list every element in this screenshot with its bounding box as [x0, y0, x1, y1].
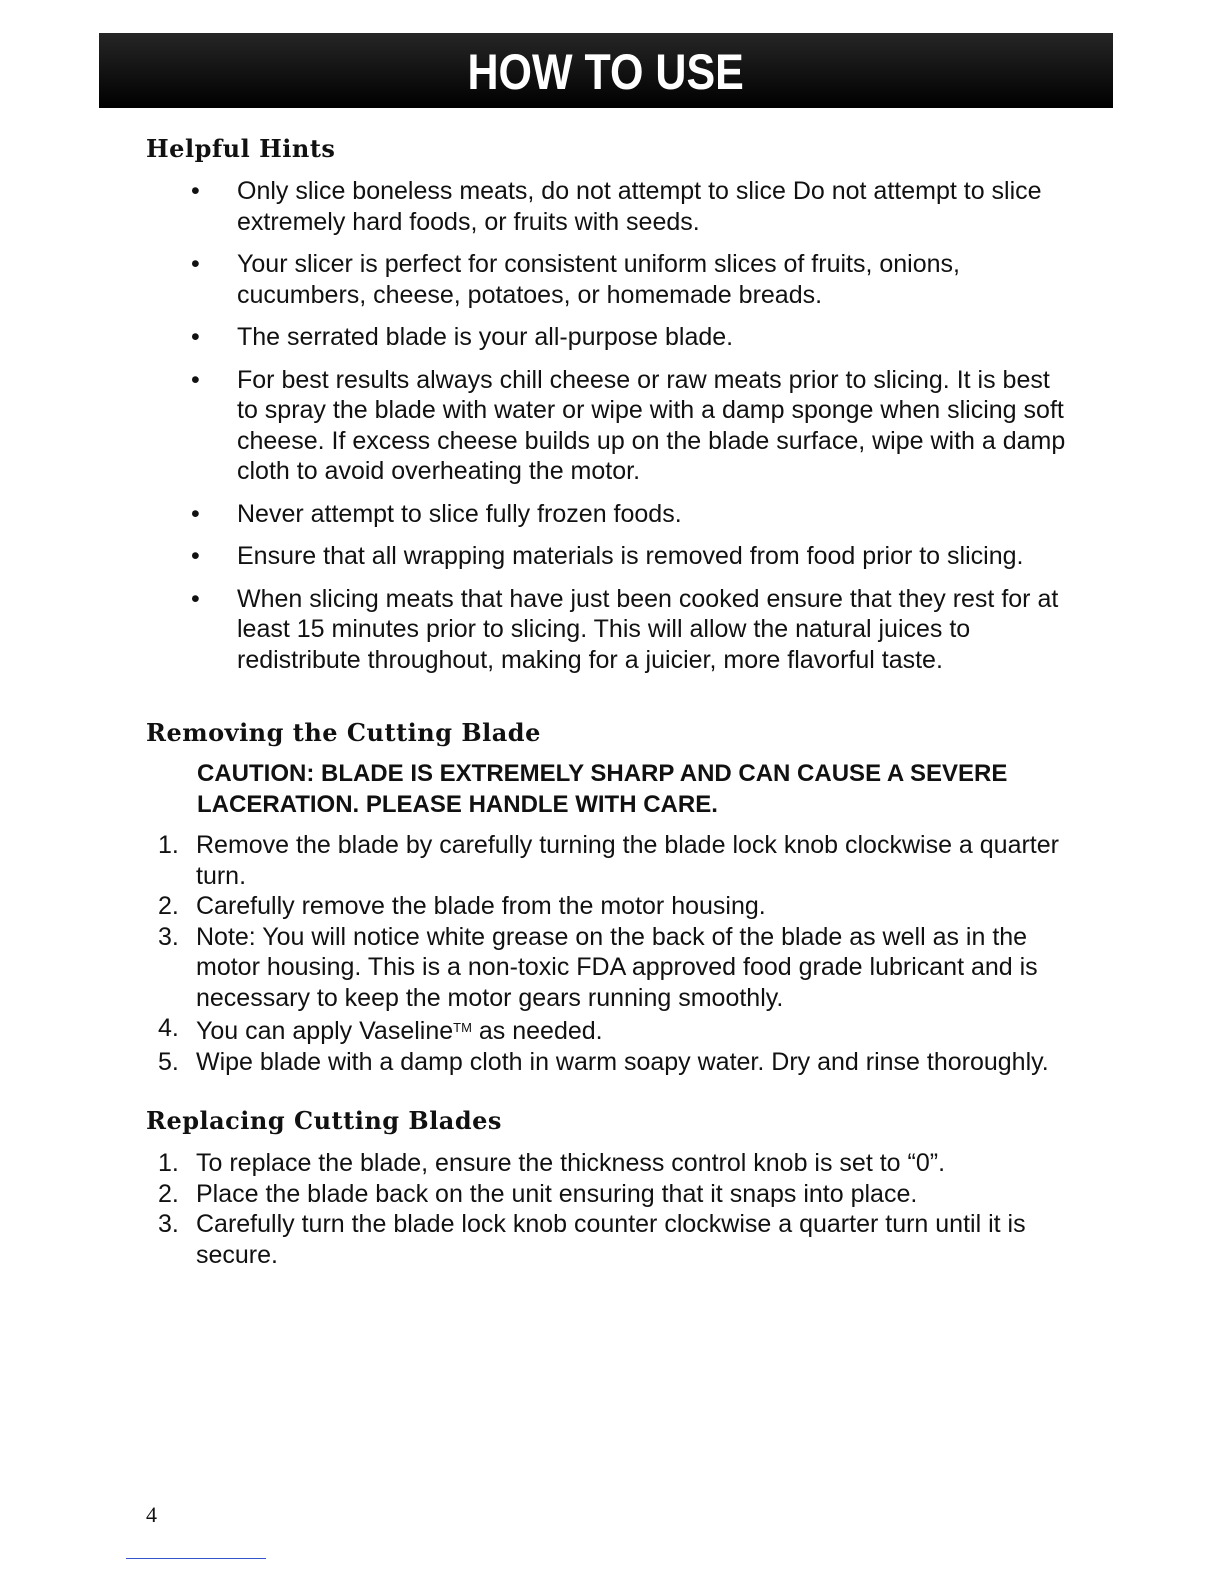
- trademark-symbol: TM: [453, 1020, 472, 1035]
- list-item: [152, 891, 1072, 922]
- step-text: To replace the blade, ensure the thickness control knob is set to “0”.: [196, 1149, 946, 1177]
- hint-text: Never attempt to slice fully frozen foods.: [237, 499, 682, 528]
- list-item: [152, 1148, 1072, 1179]
- hint-text: Your slicer is perfect for consistent uniform slices of fruits, onions, cucumbers, cheese, potatoes, or homemade breads.: [237, 250, 960, 309]
- caution-warning: CAUTION: BLADE IS EXTREMELY SHARP AND CAN CAUSE A SEVERE LACERATION. PLEASE HANDLE WITH CARE.: [197, 760, 1008, 818]
- list-item: [186, 584, 1076, 676]
- step-text: Carefully remove the blade from the motor housing.: [196, 892, 766, 920]
- bullet-icon: •: [191, 177, 200, 205]
- list-item: [152, 1179, 1072, 1210]
- bullet-icon: •: [191, 323, 200, 351]
- bullet-icon: •: [191, 584, 200, 613]
- list-item: [152, 1209, 1072, 1270]
- page-title: HOW TO USE: [467, 43, 745, 100]
- list-item: [186, 322, 1076, 353]
- step-text: Wipe blade with a damp cloth in warm soapy water. Dry and rinse thoroughly.: [196, 1047, 1049, 1076]
- step-number: 2.: [158, 892, 179, 920]
- step-text: Note: You will notice white grease on the back of the blade as well as in the motor housing. This is a non-toxic FDA approved food grade lubricant and is necessary to keep the motor gears running smoothly.: [196, 922, 1038, 1012]
- hint-text: Only slice boneless meats, do not attempt to slice Do not attempt to slice extremely hard foods, or fruits with seeds.: [237, 177, 1042, 236]
- bullet-icon: •: [191, 499, 200, 528]
- step-number: 4.: [158, 1014, 179, 1042]
- list-item: [186, 541, 1076, 572]
- list-item: [152, 1013, 1072, 1047]
- list-item: [152, 830, 1072, 891]
- list-item: [186, 249, 1076, 310]
- list-item: [186, 365, 1076, 487]
- step-text: Place the blade back on the unit ensuring that it snaps into place.: [196, 1179, 918, 1208]
- step-text: Remove the blade by carefully turning the blade lock knob clockwise a quarter turn.: [196, 831, 1059, 890]
- header-bar: [99, 33, 1113, 108]
- step-number: 1.: [158, 1149, 179, 1177]
- list-item: [186, 176, 1076, 237]
- removing-blade-steps: [152, 830, 1072, 1077]
- helpful-hints-list: [186, 176, 1076, 687]
- step-text: [196, 1017, 603, 1045]
- footer-divider: [126, 1558, 266, 1559]
- step-number: 3.: [158, 922, 179, 951]
- removing-blade-heading: Removing the Cutting Blade: [146, 718, 541, 747]
- list-item: [186, 499, 1076, 530]
- hint-text: When slicing meats that have just been cooked ensure that they rest for at least 15 minutes prior to slicing. This will allow the natural juices to redistribute throughout, making for a juicier, more flavorful taste.: [237, 584, 1059, 674]
- step-number: 3.: [158, 1210, 179, 1238]
- step-text-before: You can apply Vaseline: [196, 1017, 454, 1045]
- helpful-hints-heading: Helpful Hints: [146, 134, 336, 163]
- bullet-icon: •: [191, 250, 200, 278]
- replacing-blades-steps: [152, 1148, 1072, 1270]
- bullet-icon: •: [191, 365, 200, 394]
- hint-text: The serrated blade is your all-purpose blade.: [237, 323, 734, 351]
- step-number: 1.: [158, 831, 179, 859]
- step-number: 5.: [158, 1047, 179, 1076]
- bullet-icon: •: [191, 542, 200, 570]
- step-number: 2.: [158, 1179, 179, 1208]
- replacing-blades-heading: Replacing Cutting Blades: [146, 1106, 502, 1135]
- hint-text: For best results always chill cheese or raw meats prior to slicing. It is best to spray the blade with water or wipe with a damp sponge when slicing soft cheese. If excess cheese builds up on the blade surface, wipe with a damp cloth to avoid overheating the motor.: [237, 365, 1066, 485]
- page-number: 4: [146, 1502, 157, 1527]
- hint-text: Ensure that all wrapping materials is removed from food prior to slicing.: [237, 542, 1024, 570]
- step-text: Carefully turn the blade lock knob counter clockwise a quarter turn until it is secure.: [196, 1210, 1026, 1269]
- list-item: [152, 1047, 1072, 1078]
- list-item: [152, 922, 1072, 1014]
- step-text-after: as needed.: [471, 1017, 603, 1045]
